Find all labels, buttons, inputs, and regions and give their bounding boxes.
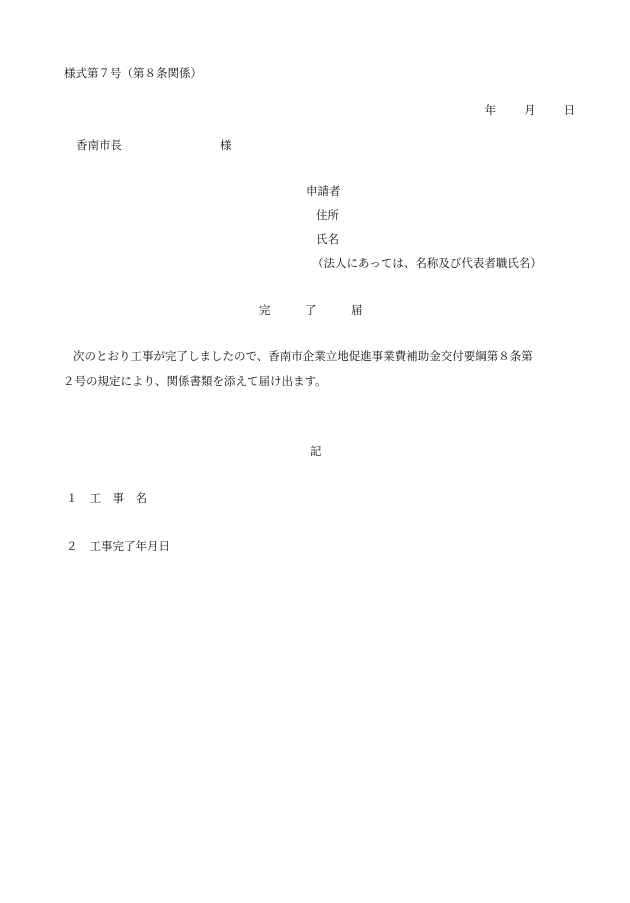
item-label: 工 事 名 xyxy=(89,491,147,505)
form-number: 様式第７号（第８条関係） xyxy=(64,66,202,80)
addressee-name: 香南市長 xyxy=(76,138,122,152)
date-line xyxy=(470,93,575,128)
date-year: 年 xyxy=(484,102,497,117)
item-label: 工事完了年月日 xyxy=(89,539,170,553)
name-label: 氏名 xyxy=(316,232,339,246)
date-month: 月 xyxy=(524,102,536,117)
date-day: 日 xyxy=(563,102,576,117)
ki-heading: 記 xyxy=(310,444,322,458)
item-number: ２ xyxy=(66,539,78,553)
item-construction-name xyxy=(66,493,147,505)
body-line-2: ２号の規定により、関係書類を添えて届け出ます。 xyxy=(63,374,327,388)
address-label: 住所 xyxy=(316,208,339,222)
addressee-honorific: 様 xyxy=(220,138,232,152)
document-title: 完 了 届 xyxy=(259,303,363,317)
applicant-label: 申請者 xyxy=(306,184,341,198)
item-completion-date xyxy=(66,541,170,553)
corporate-note: （法人にあっては、名称及び代表者職氏名） xyxy=(312,256,542,270)
item-number: １ xyxy=(66,491,78,505)
body-line-1: 次のとおり工事が完了しましたので、香南市企業立地促進事業費補助金交付要綱第８条第 xyxy=(73,349,533,363)
addressee xyxy=(76,140,232,152)
